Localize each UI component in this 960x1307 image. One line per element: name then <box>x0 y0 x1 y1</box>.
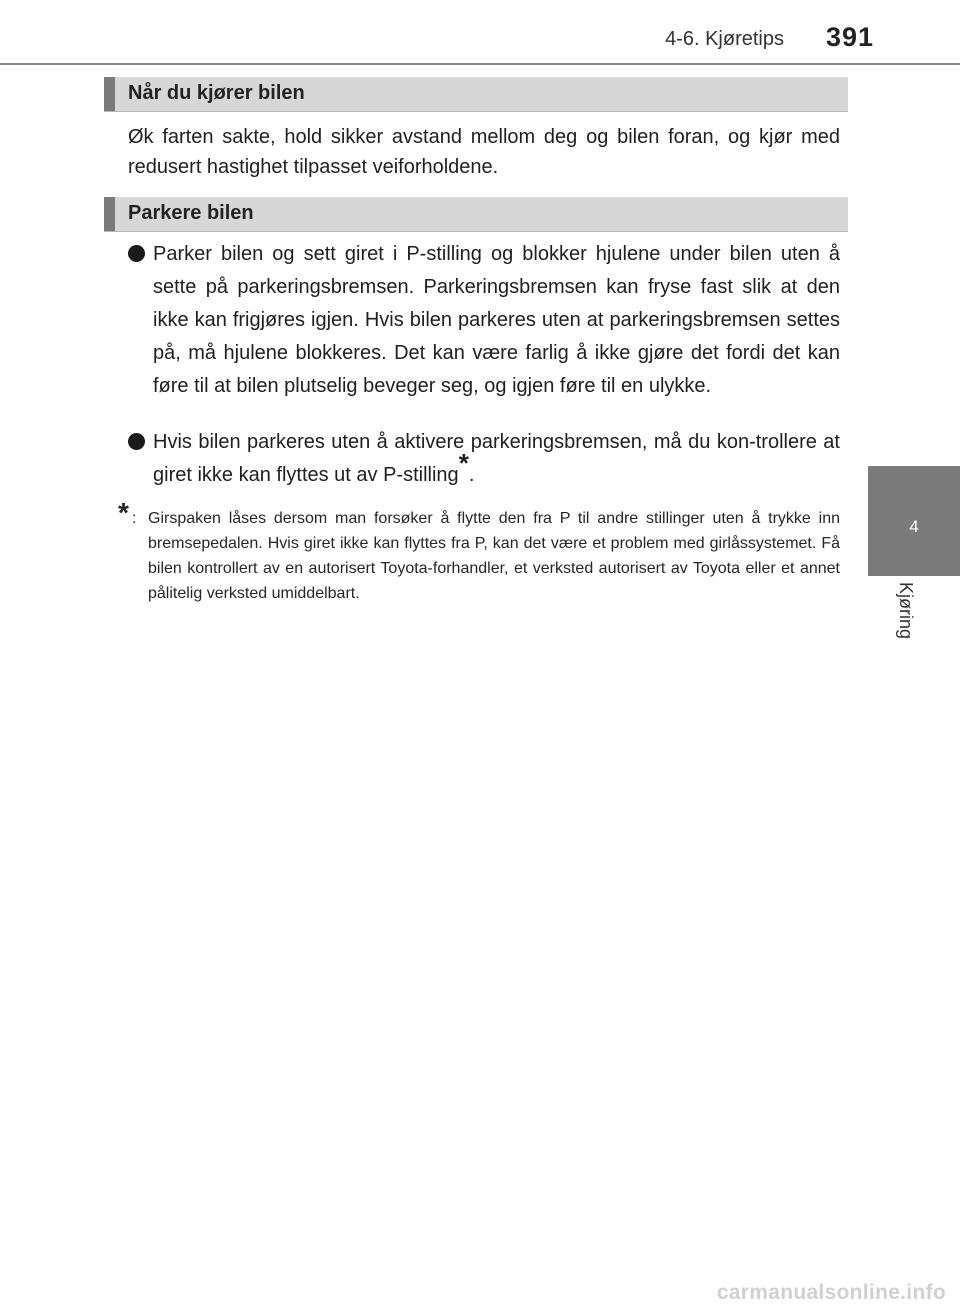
section-heading-driving <box>104 77 848 112</box>
parking-bullet-2-text-wrap <box>153 426 840 492</box>
header-section-title: 4-6. Kjøretips <box>665 28 784 50</box>
bullet-dot-icon <box>128 245 145 262</box>
section-title-parking: Parkere bilen <box>128 202 254 224</box>
section-heading-parking <box>104 197 848 232</box>
parking-bullet-1-text: Parker bilen og sett giret i P-stilling og blokker hjulene under bilen uten å sette på parkeringsbremsen. Parkeringsbremsen kan fryse fast slik at den ikke kan frigjøres igjen. Hvis bilen parkeres uten at parkeringsbremsen settes på, må hjulene blokkeres. Det kan være farlig å ikke gjøre det fordi det kan føre til at bilen plutselig beveger seg, og igjen føre til en ulykke. <box>153 243 840 397</box>
chapter-label: Kjøring <box>896 582 916 640</box>
chapter-number: 4 <box>909 517 919 536</box>
footnote-text: Girspaken låses dersom man forsøker å flytte den fra P til andre stillinger uten å trykke inn bremsepedalen. Hvis giret ikke kan flyttes fra P, kan det være et problem med girlåssystemet. Få bilen kontrollert av en autorisert Toyota-forhandler, et verksted autorisert av Toyota eller et annet pålitelig verksted umiddelbart. <box>148 510 840 602</box>
footnote <box>118 497 840 606</box>
watermark: carmanualsonline.info <box>716 1281 946 1304</box>
header-divider <box>0 63 960 65</box>
page-number: 391 <box>826 22 875 52</box>
footnote-marker: * <box>118 497 129 528</box>
parking-bullet-2-text: Hvis bilen parkeres uten å aktivere parkeringsbremsen, må du kon-trollere at giret ikke kan flyttes ut av P-stilling <box>153 431 840 486</box>
section-title-driving: Når du kjører bilen <box>128 82 305 104</box>
chapter-tab <box>868 466 960 576</box>
chapter-label-box <box>868 578 960 658</box>
footnote-colon: : <box>132 510 137 527</box>
parking-bullet-1 <box>128 238 840 403</box>
parking-bullet-2 <box>128 426 840 492</box>
parking-bullet-2-end: . <box>468 464 475 486</box>
driving-paragraph: Øk farten sakte, hold sikker avstand mellom deg og bilen foran, og kjør med redusert hastighet tilpasset veiforholdene. <box>128 126 840 178</box>
bullet-dot-icon <box>128 433 145 450</box>
footnote-reference-marker: * <box>458 448 469 478</box>
